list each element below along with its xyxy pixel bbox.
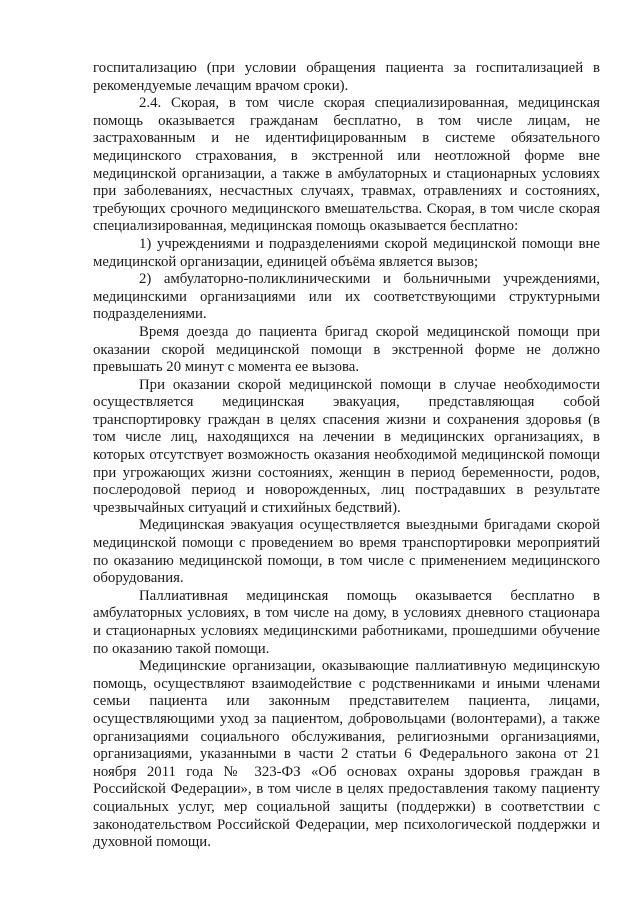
document-body bbox=[93, 60, 600, 852]
paragraph-arrival-time: Время доезда до пациента бригад скорой медицинской помощи при оказании скорой медицинской помощи в экстренной форме не должно превышать 20 минут с момента ее вызова. bbox=[93, 323, 600, 376]
list-item-2: 2) амбулаторно-поликлиническими и больничными учреждениями, медицинскими организациями или их соответствующими структурными подразделениями. bbox=[93, 271, 600, 323]
paragraph-palliative-care: Паллиативная медицинская помощь оказывается бесплатно в амбулаторных условиях, в том числе на дому, в условиях дневного стационара и стационарных условиях медицинскими работниками, прошедшими обучение по оказанию такой помощи. bbox=[93, 587, 600, 657]
paragraph-2-4-emergency-care: 2.4. Скорая, в том числе скорая специализированная, медицинская помощь оказывается гражданам бесплатно, в том числе лицам, не застрахованным и не идентифицированным в системе обязательного медицинского страхования, в экстренной или неотложной форме вне медицинской организации, а также в амбулаторных и стационарных условиях при заболеваниях, несчастных случаях, травмах, отравлениях и состояниях, требующих срочного медицинского вмешательства. Скорая, в том числе скорая специализированная, медицинская помощь оказывается бесплатно: bbox=[93, 95, 600, 235]
paragraph-medical-evacuation: При оказании скорой медицинской помощи в случае необходимости осуществляется медицинская эвакуация, представляющая собой транспортировку граждан в целях спасения жизни и сохранения здоровья (в том числе лиц, находящихся на лечении в медицинских организациях, в которых отсутствует возможность оказания необходимой медицинской помощи при угрожающих жизни состояниях, женщин в период беременности, родов, послеродовой период и новорожденных, лиц пострадавших в результате чрезвычайных ситуаций и стихийных бедствий). bbox=[93, 376, 600, 516]
list-item-1: 1) учреждениями и подразделениями скорой медицинской помощи вне медицинской организации, единицей объёма является вызов; bbox=[93, 235, 600, 270]
paragraph-evacuation-teams: Медицинская эвакуация осуществляется выездными бригадами скорой медицинской помощи с проведением во время транспортировки мероприятий по оказанию медицинской помощи, в том числе с применением медицинского оборудования. bbox=[93, 517, 600, 587]
paragraph-continuation: госпитализацию (при условии обращения пациента за госпитализацией в рекомендуемые лечащим врачом сроки). bbox=[93, 60, 600, 94]
paragraph-palliative-organizations: Медицинские организации, оказывающие паллиативную медицинскую помощь, осуществляют взаимодействие с родственниками и иными членами семьи пациента или законным представителем пациента, лицами, осуществляющими уход за пациентом, добровольцами (волонтерами), а также организациями социального обслуживания, религиозными организациями, организациями, указанными в части 2 статьи 6 Федерального закона от 21 ноября 2011 года № 323-ФЗ «Об основах охраны здоровья граждан в Российской Федерации», в том числе в целях предоставления такому пациенту социальных услуг, мер социальной защиты (поддержки) в соответствии с законодательством Российской Федерации, мер психологической поддержки и духовной помощи. bbox=[93, 658, 600, 851]
